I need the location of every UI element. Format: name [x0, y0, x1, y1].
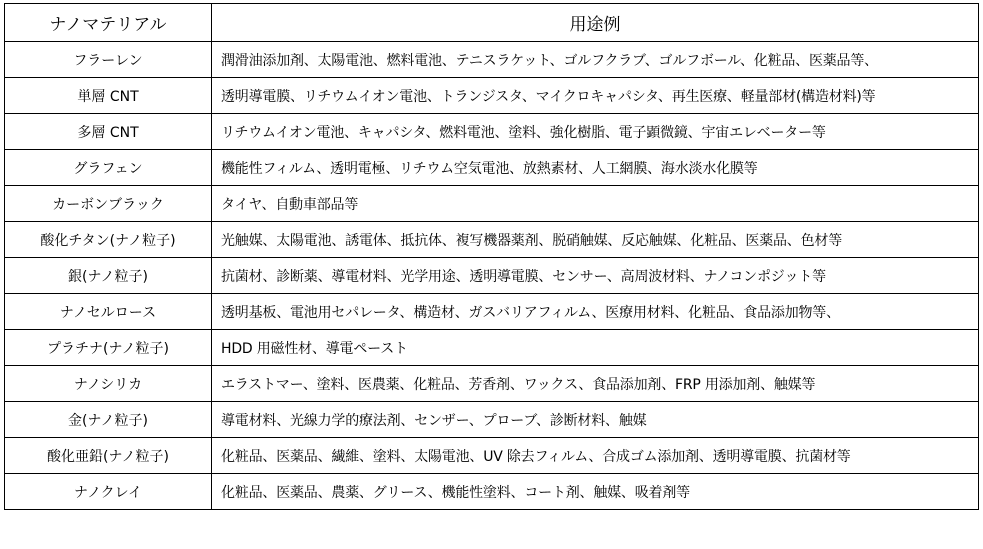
table-row	[5, 222, 979, 258]
material-name: ナノシリカ	[5, 366, 212, 402]
material-uses: 化粧品、医薬品、農薬、グリース、機能性塗料、コート剤、触媒、吸着剤等	[212, 474, 979, 510]
header-uses: 用途例	[212, 4, 979, 42]
material-uses: 潤滑油添加剤、太陽電池、燃料電池、テニスラケット、ゴルフクラブ、ゴルフボール、化粧品、医薬品等、	[212, 42, 979, 78]
table-row	[5, 474, 979, 510]
material-name: ナノクレイ	[5, 474, 212, 510]
material-uses: 機能性フィルム、透明電極、リチウム空気電池、放熱素材、人工網膜、海水淡水化膜等	[212, 150, 979, 186]
material-name: 銀(ナノ粒子)	[5, 258, 212, 294]
table-row	[5, 366, 979, 402]
material-uses: 光触媒、太陽電池、誘電体、抵抗体、複写機器薬剤、脱硝触媒、反応触媒、化粧品、医薬品、色材等	[212, 222, 979, 258]
material-name: 多層 CNT	[5, 114, 212, 150]
material-name: 単層 CNT	[5, 78, 212, 114]
material-uses: HDD 用磁性材、導電ペースト	[212, 330, 979, 366]
material-name: 金(ナノ粒子)	[5, 402, 212, 438]
material-uses: タイヤ、自動車部品等	[212, 186, 979, 222]
material-name: 酸化亜鉛(ナノ粒子)	[5, 438, 212, 474]
material-uses: 透明基板、電池用セパレータ、構造材、ガスバリアフィルム、医療用材料、化粧品、食品添加物等、	[212, 294, 979, 330]
table-row	[5, 438, 979, 474]
material-uses: 導電材料、光線力学的療法剤、センザー、プローブ、診断材料、触媒	[212, 402, 979, 438]
material-name: フラーレン	[5, 42, 212, 78]
table-row	[5, 294, 979, 330]
table-row	[5, 330, 979, 366]
table-row	[5, 150, 979, 186]
material-name: 酸化チタン(ナノ粒子)	[5, 222, 212, 258]
material-uses: 抗菌材、診断薬、導電材料、光学用途、透明導電膜、センサー、高周波材料、ナノコンポジット等	[212, 258, 979, 294]
material-uses: 透明導電膜、リチウムイオン電池、トランジスタ、マイクロキャパシタ、再生医療、軽量部材(構造材料)等	[212, 78, 979, 114]
table-row	[5, 114, 979, 150]
table-header-row	[5, 4, 979, 42]
table-row	[5, 402, 979, 438]
material-name: カーボンブラック	[5, 186, 212, 222]
material-uses: リチウムイオン電池、キャパシタ、燃料電池、塗料、強化樹脂、電子顕微鏡、宇宙エレベーター等	[212, 114, 979, 150]
nanomaterial-uses-table	[4, 3, 979, 510]
material-name: ナノセルロース	[5, 294, 212, 330]
table-row	[5, 186, 979, 222]
material-name: プラチナ(ナノ粒子)	[5, 330, 212, 366]
table-row	[5, 42, 979, 78]
table-row	[5, 258, 979, 294]
material-uses: 化粧品、医薬品、繊維、塗料、太陽電池、UV 除去フィルム、合成ゴム添加剤、透明導電膜、抗菌材等	[212, 438, 979, 474]
header-material: ナノマテリアル	[5, 4, 212, 42]
material-name: グラフェン	[5, 150, 212, 186]
table-row	[5, 78, 979, 114]
material-uses: エラストマー、塗料、医農薬、化粧品、芳香剤、ワックス、食品添加剤、FRP 用添加剤、触媒等	[212, 366, 979, 402]
